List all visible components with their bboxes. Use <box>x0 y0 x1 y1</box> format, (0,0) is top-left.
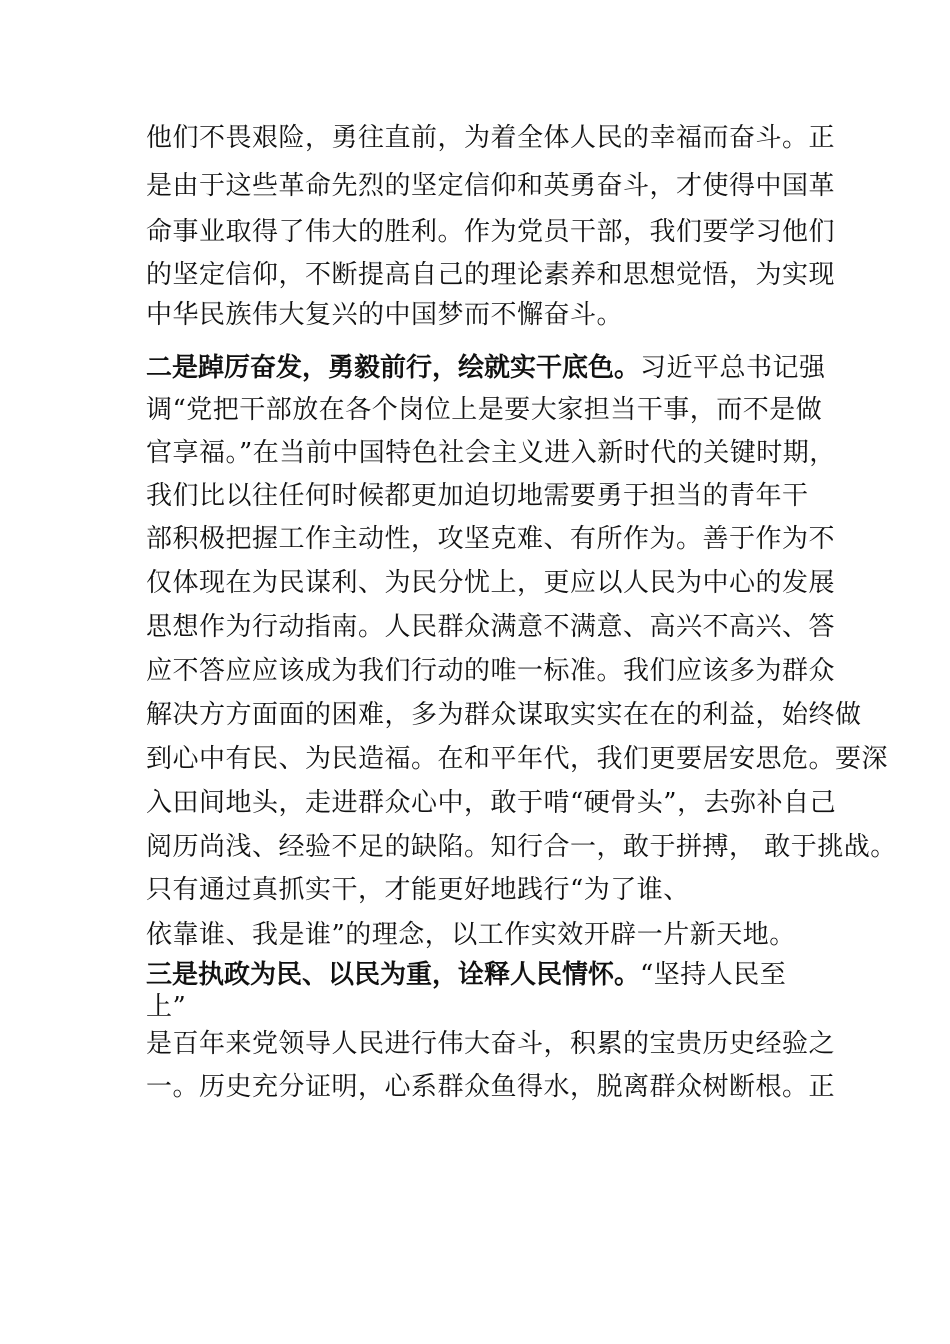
text-line: 命事业取得了伟大的胜利。作为党员干部，我们要学习他们 <box>146 217 836 247</box>
text-line: 上” <box>146 992 187 1022</box>
text-line: 一。历史充分证明，心系群众鱼得水，脱离群众树断根。正 <box>146 1072 836 1102</box>
text-run: “坚持人民至 <box>640 960 787 990</box>
section-heading: 二是踔厉奋发，勇毅前行，绘就实干底色。 <box>146 353 641 383</box>
text-line: 是百年来党领导人民进行伟大奋斗，积累的宝贵历史经验之 <box>146 1029 836 1059</box>
text-line: 解决方方面面的困难，多为群众谋取实实在在的利益，始终做 <box>146 700 862 730</box>
text-line: 中华民族伟大复兴的中国梦而不懈奋斗。 <box>146 300 624 330</box>
text-line: 思想作为行动指南。人民群众满意不满意、高兴不高兴、答 <box>146 612 836 642</box>
paragraph-first-line <box>146 958 786 992</box>
text-line: 我们比以往任何时候都更加迫切地需要勇于担当的青年干 <box>146 481 809 511</box>
text-line: 依靠谁、我是谁”的理念，以工作实效开辟一片新天地。 <box>146 920 796 950</box>
text-line: 仅体现在为民谋利、为民分忧上，更应以人民为中心的发展 <box>146 568 836 598</box>
text-line: 阅历尚浅、经验不足的缺陷。知行合一，敢于拼搏， 敢于挑战。 <box>146 832 897 862</box>
text-line: 到心中有民、为民造福。在和平年代，我们更要居安思危。要深 <box>146 744 889 774</box>
text-line: 他们不畏艰险，勇往直前，为着全体人民的幸福而奋斗。正 <box>146 123 836 153</box>
text-line: 调“党把干部放在各个岗位上是要大家担当干事，而不是做 <box>146 395 823 425</box>
text-line: 应不答应应该成为我们行动的唯一标准。我们应该多为群众 <box>146 656 836 686</box>
text-line: 官享福。”在当前中国特色社会主义进入新时代的关键时期， <box>146 438 836 468</box>
text-line: 的坚定信仰，不断提高自己的理论素养和思想觉悟，为实现 <box>146 260 836 290</box>
text-run: 习近平总书记强 <box>640 353 826 383</box>
section-heading: 三是执政为民、以民为重，诠释人民情怀。 <box>146 960 641 990</box>
text-line: 部积极把握工作主动性，攻坚克难、有所作为。善于作为不 <box>146 524 836 554</box>
text-line: 入田间地头，走进群众心中，敢于啃“硬骨头”，去弥补自己 <box>146 788 837 818</box>
text-line: 是由于这些革命先烈的坚定信仰和英勇奋斗，才使得中国革 <box>146 171 836 201</box>
text-line: 只有通过真抓实干，才能更好地践行“为了谁、 <box>146 875 690 905</box>
paragraph-first-line <box>146 351 826 385</box>
